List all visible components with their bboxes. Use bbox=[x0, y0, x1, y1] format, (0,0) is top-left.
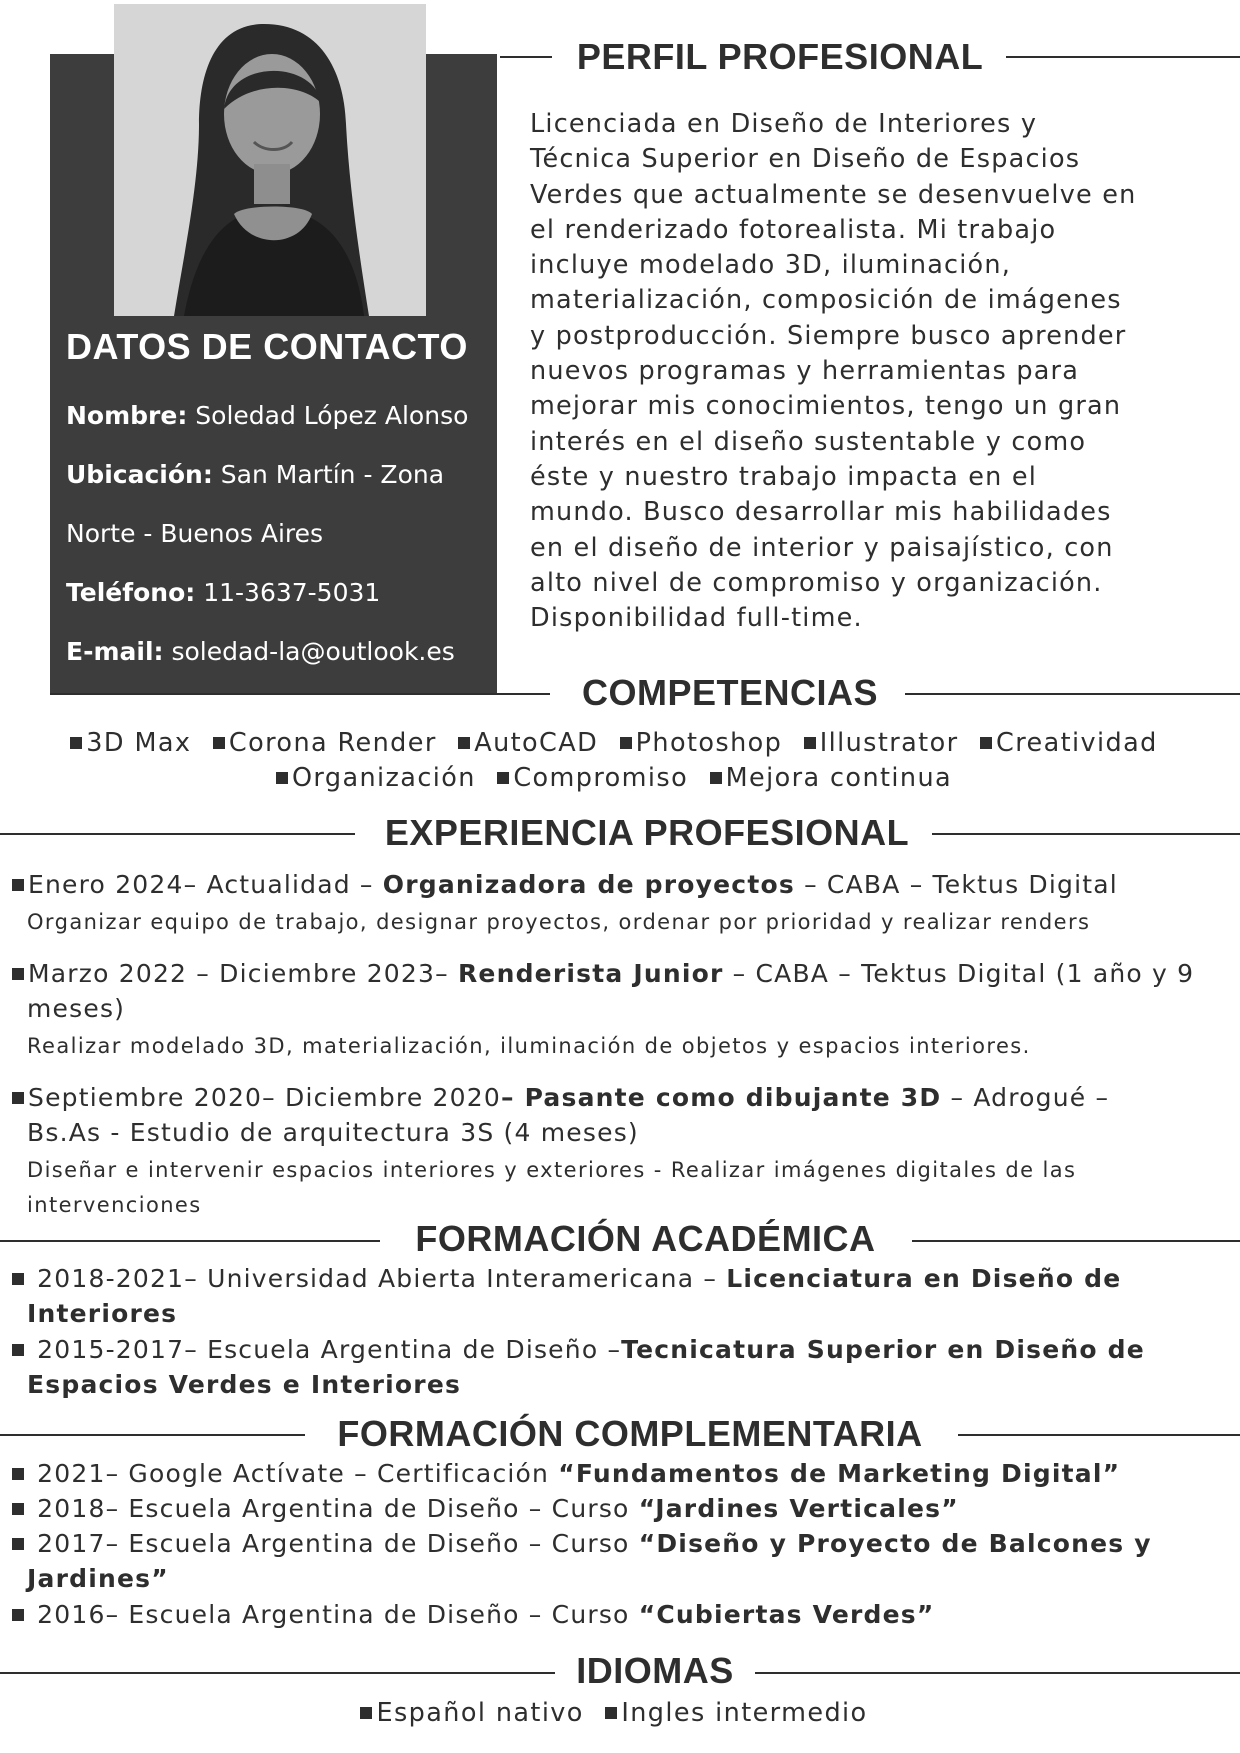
bullet-icon bbox=[620, 737, 632, 749]
heading-rule bbox=[912, 1240, 1240, 1242]
contact-location bbox=[66, 460, 486, 489]
languages-heading: IDIOMAS bbox=[576, 1650, 734, 1691]
job-role: Renderista Junior bbox=[457, 959, 724, 988]
experience-desc: Organizar equipo de trabajo, designar proyectos, ordenar por prioridad y realizar renders bbox=[27, 910, 1091, 934]
profile-line: nuevos programas y herramientas para bbox=[530, 356, 1080, 387]
skill-item: Illustrator bbox=[804, 728, 959, 758]
profile-line: en el diseño de interior y paisajístico, con bbox=[530, 532, 1114, 563]
bullet-icon bbox=[12, 1273, 24, 1285]
heading-rule bbox=[905, 693, 1240, 695]
name-value: Soledad López Alonso bbox=[195, 401, 469, 430]
location-label: Ubicación: bbox=[66, 460, 213, 489]
skills-heading: COMPETENCIAS bbox=[581, 672, 879, 713]
course-entry: 2018– Escuela Argentina de Diseño – Curso “Jardines Verticales” bbox=[12, 1491, 1227, 1526]
bullet-icon bbox=[12, 968, 24, 980]
profile-line: mejorar mis conocimientos, tengo un gran bbox=[530, 391, 1122, 422]
profile-heading: PERFIL PROFESIONAL bbox=[576, 36, 984, 77]
language-item: Español nativo bbox=[360, 1698, 583, 1728]
profile-line: Verdes que actualmente se desenvuelve en bbox=[530, 179, 1137, 210]
bullet-icon bbox=[710, 772, 722, 784]
language-item: Ingles intermedio bbox=[605, 1698, 867, 1728]
skills-row-1 bbox=[30, 728, 1210, 758]
skill-item: AutoCAD bbox=[458, 728, 598, 758]
heading-rule bbox=[0, 1434, 305, 1436]
experience-entry: Septiembre 2020– Diciembre 2020– Pasante como dibujante 3D – Adrogué – Bs.As - Estudio de arquitectura 3S (4 meses) bbox=[12, 1080, 1227, 1150]
profile-line: Técnica Superior en Diseño de Espacios bbox=[530, 144, 1081, 175]
bullet-icon bbox=[12, 1538, 24, 1550]
bullet-icon bbox=[12, 1468, 24, 1480]
bullet-icon bbox=[804, 737, 816, 749]
phone-label: Teléfono: bbox=[66, 578, 196, 607]
contact-phone bbox=[66, 578, 486, 607]
course-entry: 2017– Escuela Argentina de Diseño – Curso “Diseño y Proyecto de Balcones y Jardines” bbox=[12, 1526, 1227, 1596]
bullet-icon bbox=[12, 1609, 24, 1621]
heading-rule bbox=[0, 1672, 555, 1674]
contact-title: DATOS DE CONTACTO bbox=[66, 326, 468, 367]
profile-photo bbox=[114, 4, 426, 316]
bullet-icon bbox=[213, 737, 225, 749]
bullet-icon bbox=[458, 737, 470, 749]
skill-item: Corona Render bbox=[213, 728, 437, 758]
skill-item: Compromiso bbox=[497, 763, 688, 793]
profile-line: y postproducción. Siempre busco aprender bbox=[530, 320, 1127, 351]
profile-line: mundo. Busco desarrollar mis habilidades bbox=[530, 497, 1112, 528]
contact-location-cont: Norte - Buenos Aires bbox=[66, 519, 324, 548]
heading-rule bbox=[755, 1672, 1240, 1674]
heading-rule bbox=[1006, 56, 1240, 58]
experience-desc: Diseñar e intervenir espacios interiores y exteriores - Realizar imágenes digitales de las intervenciones bbox=[27, 1158, 1077, 1217]
experience-entry: Enero 2024– Actualidad – Organizadora de proyectos – CABA – Tektus Digital bbox=[12, 867, 1227, 902]
skills-row-2 bbox=[30, 763, 1210, 793]
bullet-icon bbox=[70, 737, 82, 749]
course-entry: 2016– Escuela Argentina de Diseño – Curso “Cubiertas Verdes” bbox=[12, 1597, 1227, 1632]
skill-item: Photoshop bbox=[620, 728, 783, 758]
heading-rule bbox=[0, 833, 355, 835]
bullet-icon bbox=[12, 1503, 24, 1515]
bullet-icon bbox=[980, 737, 992, 749]
bullet-icon bbox=[605, 1707, 617, 1719]
heading-rule bbox=[0, 1240, 380, 1242]
skill-item: Creatividad bbox=[980, 728, 1158, 758]
profile-line: interés en el diseño sustentable y como bbox=[530, 426, 1087, 457]
contact-name bbox=[66, 401, 486, 430]
skill-item: Organización bbox=[276, 763, 476, 793]
courses-heading: FORMACIÓN COMPLEMENTARIA bbox=[337, 1413, 923, 1454]
bullet-icon bbox=[12, 1092, 24, 1104]
profile-line: Licenciada en Diseño de Interiores y bbox=[530, 109, 1038, 139]
bullet-icon bbox=[360, 1707, 372, 1719]
heading-rule bbox=[932, 833, 1240, 835]
email-label: E-mail: bbox=[66, 637, 164, 666]
education-heading: FORMACIÓN ACADÉMICA bbox=[415, 1218, 876, 1259]
profile-line: incluye modelado 3D, iluminación, bbox=[530, 250, 1012, 281]
heading-rule bbox=[50, 693, 550, 695]
phone-value: 11-3637-5031 bbox=[203, 578, 381, 607]
profile-line: materialización, composición de imágenes bbox=[530, 285, 1122, 316]
skill-item: Mejora continua bbox=[710, 763, 952, 793]
experience-desc: Realizar modelado 3D, materialización, iluminación de objetos y espacios interiores. bbox=[27, 1034, 1031, 1058]
experience-heading: EXPERIENCIA PROFESIONAL bbox=[384, 812, 910, 853]
portrait-image bbox=[114, 4, 426, 316]
bullet-icon bbox=[497, 772, 509, 784]
education-entry: 2018-2021– Universidad Abierta Interamericana – Licenciatura en Diseño de Interiores bbox=[12, 1261, 1227, 1331]
languages-row bbox=[30, 1698, 1210, 1728]
name-label: Nombre: bbox=[66, 401, 188, 430]
job-role: – Pasante como dibujante 3D bbox=[500, 1083, 942, 1112]
location-value: San Martín - Zona bbox=[220, 460, 445, 489]
bullet-icon bbox=[12, 879, 24, 891]
profile-line: éste y nuestro trabajo impacta en el bbox=[530, 461, 1038, 492]
profile-line: alto nivel de compromiso y organización. bbox=[530, 567, 1103, 598]
job-role: Organizadora de proyectos bbox=[382, 870, 795, 899]
skill-item: 3D Max bbox=[70, 728, 191, 758]
bullet-icon bbox=[12, 1344, 24, 1356]
heading-rule bbox=[500, 56, 552, 58]
bullet-icon bbox=[276, 772, 288, 784]
profile-line: Disponibilidad full-time. bbox=[530, 603, 863, 634]
experience-entry: Marzo 2022 – Diciembre 2023– Renderista Junior – CABA – Tektus Digital (1 año y 9 meses) bbox=[12, 956, 1227, 1026]
course-entry: 2021– Google Actívate – Certificación “Fundamentos de Marketing Digital” bbox=[12, 1456, 1227, 1491]
education-entry: 2015-2017– Escuela Argentina de Diseño –Tecnicatura Superior en Diseño de Espacios Verdes e Interiores bbox=[12, 1332, 1227, 1402]
profile-paragraph bbox=[530, 107, 1190, 636]
contact-email bbox=[66, 637, 486, 666]
profile-line: el renderizado fotorealista. Mi trabajo bbox=[530, 214, 1057, 245]
email-value: soledad-la@outlook.es bbox=[171, 637, 455, 666]
heading-rule bbox=[958, 1434, 1240, 1436]
